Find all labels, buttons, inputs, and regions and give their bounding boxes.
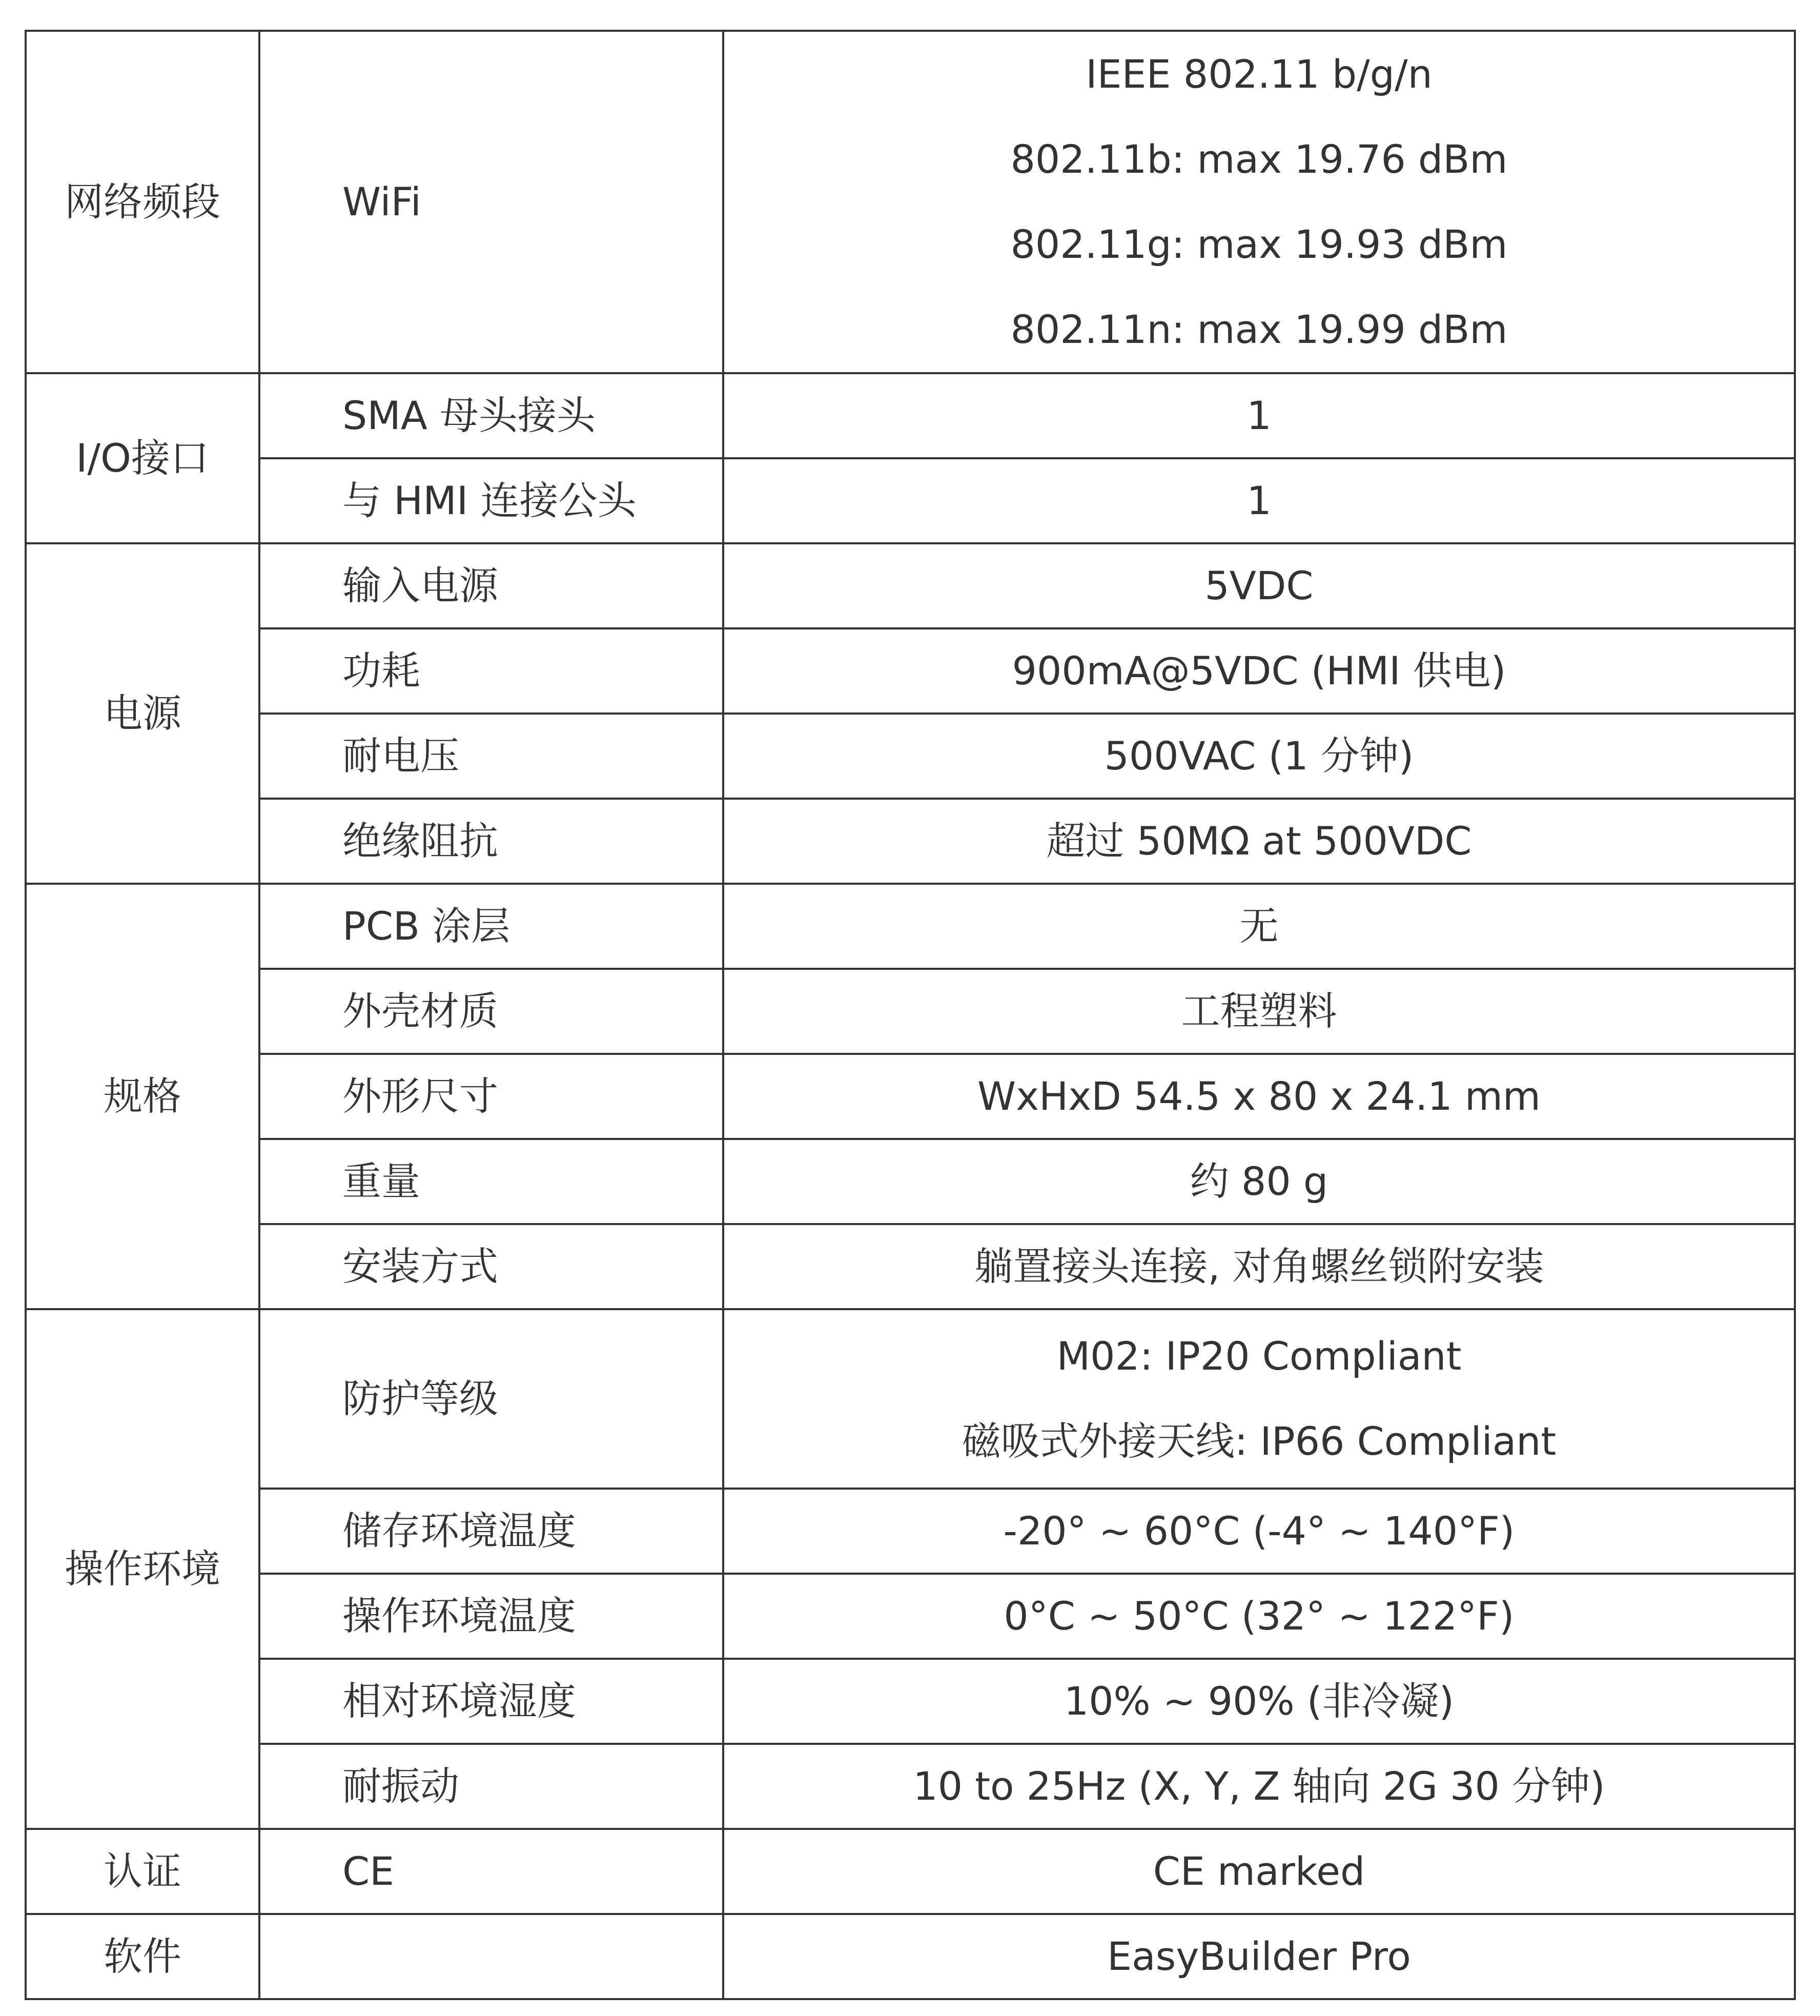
table-row	[26, 1054, 1795, 1139]
value-input-power: 5VDC	[723, 543, 1795, 628]
table-row	[26, 1659, 1795, 1744]
value-line: 磁吸式外接天线: IP66 Compliant	[962, 1418, 1557, 1464]
table-row	[26, 1744, 1795, 1829]
value-ce: CE marked	[723, 1829, 1795, 1914]
table-row	[26, 799, 1795, 884]
category-specification: 规格	[26, 884, 259, 1309]
category-certification: 认证	[26, 1829, 259, 1914]
item-ce: CE	[259, 1829, 723, 1914]
category-io-interface: I/O接口	[26, 373, 259, 543]
table-row	[26, 1309, 1795, 1489]
value-storage-temperature: -20° ~ 60°C (-4° ~ 140°F)	[723, 1489, 1795, 1574]
category-network-band: 网络频段	[26, 31, 259, 373]
table-row	[26, 1574, 1795, 1659]
value-line: IEEE 802.11 b/g/n	[1086, 51, 1433, 97]
item-hmi-connector: 与 HMI 连接公头	[259, 458, 723, 543]
item-operating-temperature: 操作环境温度	[259, 1574, 723, 1659]
table-row	[26, 1489, 1795, 1574]
table-row	[26, 1224, 1795, 1309]
value-wifi	[723, 31, 1795, 373]
value-line: 802.11b: max 19.76 dBm	[1010, 136, 1508, 182]
item-insulation-resistance: 绝缘阻抗	[259, 799, 723, 884]
value-line: 802.11n: max 19.99 dBm	[1010, 307, 1508, 352]
table-row	[26, 714, 1795, 799]
item-weight: 重量	[259, 1139, 723, 1224]
category-power: 电源	[26, 543, 259, 884]
table-row	[26, 373, 1795, 458]
table-row	[26, 969, 1795, 1054]
table-row	[26, 1829, 1795, 1914]
value-line: 802.11g: max 19.93 dBm	[1010, 221, 1508, 267]
item-protection-rating: 防护等级	[259, 1309, 723, 1489]
value-withstand-voltage: 500VAC (1 分钟)	[723, 714, 1795, 799]
table-row	[26, 628, 1795, 714]
category-software: 软件	[26, 1914, 259, 1999]
table-row	[26, 31, 1795, 373]
item-power-consumption: 功耗	[259, 628, 723, 714]
item-dimensions: 外形尺寸	[259, 1054, 723, 1139]
value-weight: 约 80 g	[723, 1139, 1795, 1224]
item-storage-temperature: 储存环境温度	[259, 1489, 723, 1574]
value-line: M02: IP20 Compliant	[1056, 1333, 1462, 1379]
category-operating-environment: 操作环境	[26, 1309, 259, 1829]
value-pcb-coating: 无	[723, 884, 1795, 969]
value-protection-rating	[723, 1309, 1795, 1489]
value-enclosure-material: 工程塑料	[723, 969, 1795, 1054]
item-enclosure-material: 外壳材质	[259, 969, 723, 1054]
table-row	[26, 884, 1795, 969]
value-hmi-connector: 1	[723, 458, 1795, 543]
item-pcb-coating: PCB 涂层	[259, 884, 723, 969]
item-input-power: 输入电源	[259, 543, 723, 628]
value-operating-temperature: 0°C ~ 50°C (32° ~ 122°F)	[723, 1574, 1795, 1659]
item-relative-humidity: 相对环境湿度	[259, 1659, 723, 1744]
item-vibration: 耐振动	[259, 1744, 723, 1829]
table-row	[26, 543, 1795, 628]
value-dimensions: WxHxD 54.5 x 80 x 24.1 mm	[723, 1054, 1795, 1139]
table-row	[26, 1139, 1795, 1224]
value-relative-humidity: 10% ~ 90% (非冷凝)	[723, 1659, 1795, 1744]
table-row	[26, 1914, 1795, 1999]
item-software	[259, 1914, 723, 1999]
table-row	[26, 458, 1795, 543]
item-wifi: WiFi	[259, 31, 723, 373]
item-sma-connector: SMA 母头接头	[259, 373, 723, 458]
item-mounting: 安装方式	[259, 1224, 723, 1309]
value-software: EasyBuilder Pro	[723, 1914, 1795, 1999]
spec-table	[25, 30, 1796, 2000]
value-sma-connector: 1	[723, 373, 1795, 458]
value-mounting: 躺置接头连接, 对角螺丝锁附安装	[723, 1224, 1795, 1309]
item-withstand-voltage: 耐电压	[259, 714, 723, 799]
value-vibration: 10 to 25Hz (X, Y, Z 轴向 2G 30 分钟)	[723, 1744, 1795, 1829]
value-power-consumption: 900mA@5VDC (HMI 供电)	[723, 628, 1795, 714]
value-insulation-resistance: 超过 50MΩ at 500VDC	[723, 799, 1795, 884]
